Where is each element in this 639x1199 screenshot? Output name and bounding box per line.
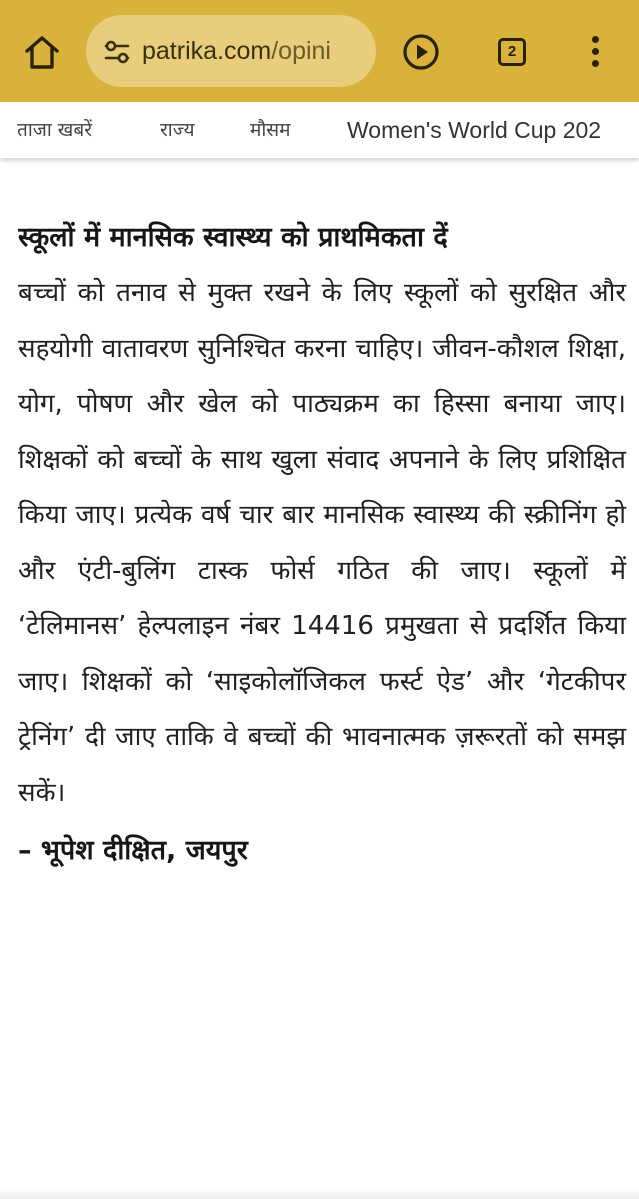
site-settings-icon[interactable] bbox=[102, 37, 132, 67]
play-icon bbox=[400, 31, 442, 73]
browser-toolbar bbox=[0, 0, 639, 102]
nav-item-weather[interactable]: मौसम bbox=[250, 119, 291, 141]
listen-button[interactable] bbox=[400, 31, 442, 73]
home-icon bbox=[23, 34, 61, 70]
article-body: बच्चों को तनाव से मुक्त रखने के लिए स्कूलों को सुरक्षित और सहयोगी वातावरण सुनिश्चित करना चाहिए। जीवन-कौशल शिक्षा, योग, पोषण और खेल को पाठ्यक्रम का हिस्सा बनाया जाए। शिक्षकों को बच्चों के साथ खुला संवाद अपनाने के लिए प्रशिक्षित किया जाए। प्रत्येक वर्ष चार बार मानसिक स्वास्थ्य की स्क्रीनिंग हो और एंटी-बुलिंग टास्क फोर्स गठित की जाए। स्कूलों में ‘टेलिमानस’ हेल्पलाइन नंबर 14416 प्रमुखता से प्रदर्शित किया जाए। शिक्षकों को ‘साइकोलॉजिकल फर्स्ट ऐड’ और ‘गेटकीपर ट्रेनिंग’ दी जाए ताकि वे बच्चों की भावनात्मक ज़रूरतों को समझ सकें। bbox=[18, 278, 626, 808]
tab-count-icon: 2 bbox=[498, 38, 526, 66]
url-text[interactable] bbox=[142, 15, 331, 87]
nav-item-state[interactable]: राज्य bbox=[160, 119, 195, 141]
more-menu-button[interactable] bbox=[580, 32, 610, 72]
bottom-divider bbox=[0, 1188, 639, 1199]
nav-item-womens-world-cup[interactable]: Women's World Cup 202 bbox=[347, 117, 602, 143]
home-button[interactable] bbox=[20, 30, 64, 74]
address-bar[interactable] bbox=[86, 15, 376, 87]
nav-item-latest[interactable]: ताजा खबरें bbox=[17, 119, 92, 141]
category-nav bbox=[0, 102, 639, 158]
url-path: /opini bbox=[271, 37, 331, 65]
tab-switcher-button[interactable] bbox=[492, 32, 530, 70]
article-title: स्कूलों में मानसिक स्वास्थ्य को प्राथमिकता दें bbox=[18, 222, 448, 253]
url-host: patrika.com bbox=[142, 37, 272, 65]
article-author: – भूपेश दीक्षित, जयपुर bbox=[18, 835, 248, 866]
article bbox=[18, 210, 626, 879]
